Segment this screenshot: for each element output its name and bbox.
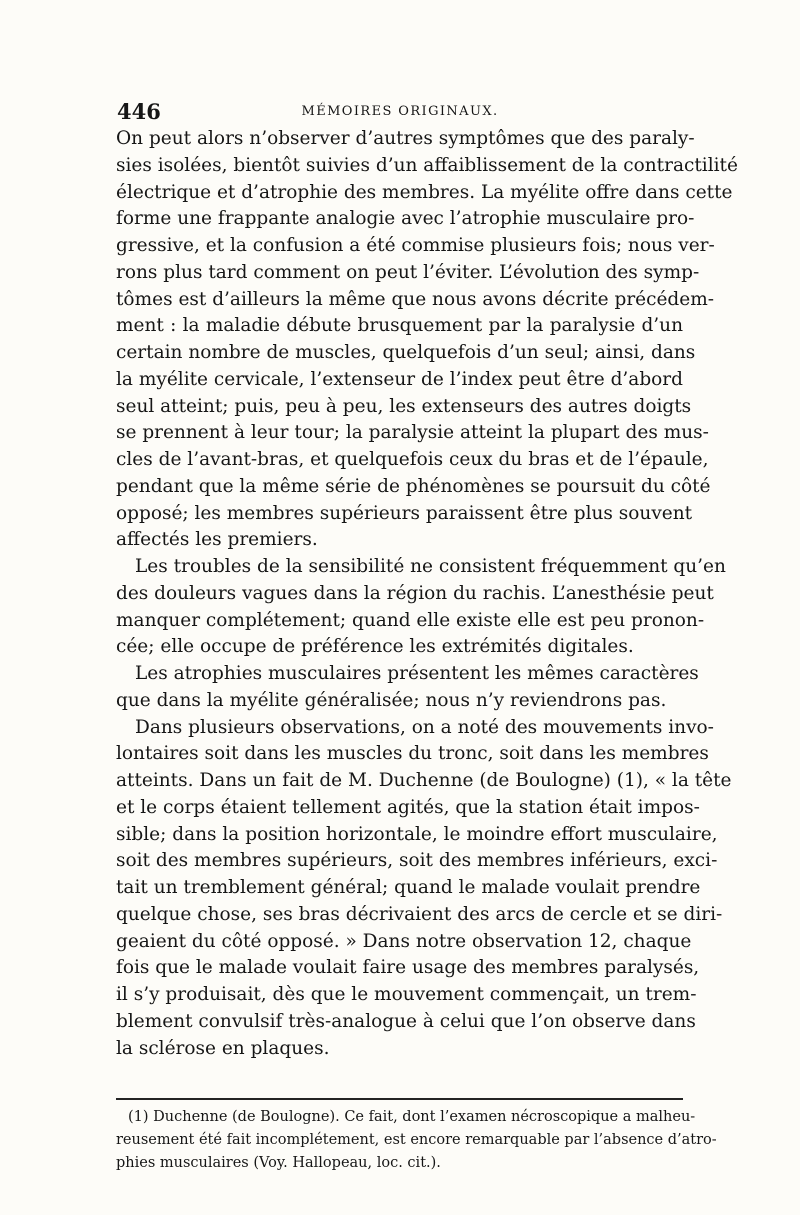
text-line: pendant que la même série de phénomènes se poursuit du côté [116,475,711,497]
text-line: gressive, et la confusion a été commise plusieurs fois; nous ver- [116,235,715,256]
text-line: manquer complétement; quand elle existe elle est peu pronon- [116,609,705,631]
text-line: tait un tremblement général; quand le malade voulait prendre [116,877,701,898]
text-line: Les atrophies musculaires présentent les mêmes caractères [135,663,699,684]
text-line: cles de l’avant-bras, et quelquefois ceux du bras et de l’épaule, [116,449,709,470]
text-line: Les troubles de la sensibilité ne consistent fréquemment qu’en [135,556,726,577]
text-line: seul atteint; puis, peu à peu, les extenseurs des autres doigts [116,395,692,417]
text-line: sible; dans la position horizontale, le moindre effort musculaire, [116,823,718,845]
text-line: lontaires soit dans les muscles du tronc, soit dans les membres [116,743,709,765]
text-line: On peut alors n’observer d’autres symptômes que des paraly- [116,128,695,149]
body-text [116,126,738,1062]
text-line: la myélite cervicale, l’extenseur de l’index peut être d’abord [116,368,683,390]
text-line: la sclérose en plaques. [116,1037,330,1059]
page-header [117,98,683,126]
footnote-divider [116,1098,683,1100]
text-line: des douleurs vagues dans la région du rachis. L’anesthésie peut [116,582,714,604]
text-line: cée; elle occupe de préférence les extrémités digitales. [116,636,634,658]
text-line: opposé; les membres supérieurs paraissent être plus souvent [116,502,693,524]
page-number: 446 [117,99,161,124]
text-line: forme une frappante analogie avec l’atrophie musculaire pro- [116,208,695,230]
footnote-line: phies musculaires (Voy. Hallopeau, loc. cit.). [116,1155,441,1171]
text-line: et le corps étaient tellement agités, que la station était impos- [116,796,700,818]
text-line: se prennent à leur tour; la paralysie atteint la plupart des mus- [116,422,709,444]
text-line: geaient du côté opposé. » Dans notre observation 12, chaque [116,930,692,952]
text-line: blement convulsif très-analogue à celui que l’on observe dans [116,1010,696,1032]
text-line: certain nombre de muscles, quelquefois d’un seul; ainsi, dans [116,342,696,363]
footnote-line: (1) Duchenne (de Boulogne). Ce fait, dont l’examen nécroscopique a malheu- [128,1109,696,1125]
text-line: atteints. Dans un fait de M. Duchenne (de Boulogne) (1), « la tête [116,770,732,791]
text-line: affectés les premiers. [116,529,318,551]
running-head: MÉMOIRES ORIGINAUX. [301,104,499,119]
text-line: ment : la maladie débute brusquement par la paralysie d’un [116,315,683,337]
text-line: Dans plusieurs observations, on a noté des mouvements invo- [135,716,714,738]
text-line: soit des membres supérieurs, soit des membres inférieurs, exci- [116,850,718,872]
text-line: que dans la myélite généralisée; nous n’y reviendrons pas. [116,689,667,711]
text-line: quelque chose, ses bras décrivaient des arcs de cercle et se diri- [116,903,723,925]
footnote-line: reusement été fait incomplétement, est encore remarquable par l’absence d’atro- [116,1132,717,1148]
text-line: fois que le malade voulait faire usage des membres paralysés, [116,957,700,979]
text-line: sies isolées, bientôt suivies d’un affaiblissement de la contractilité [116,154,738,176]
text-line: rons plus tard comment on peut l’éviter. L’évolution des symp- [116,261,700,283]
text-line: tômes est d’ailleurs la même que nous avons décrite précédem- [116,288,715,310]
text-line: il s’y produisait, dès que le mouvement commençait, un trem- [116,984,697,1005]
text-line: électrique et d’atrophie des membres. La myélite offre dans cette [116,181,733,203]
footnote [116,1106,717,1175]
